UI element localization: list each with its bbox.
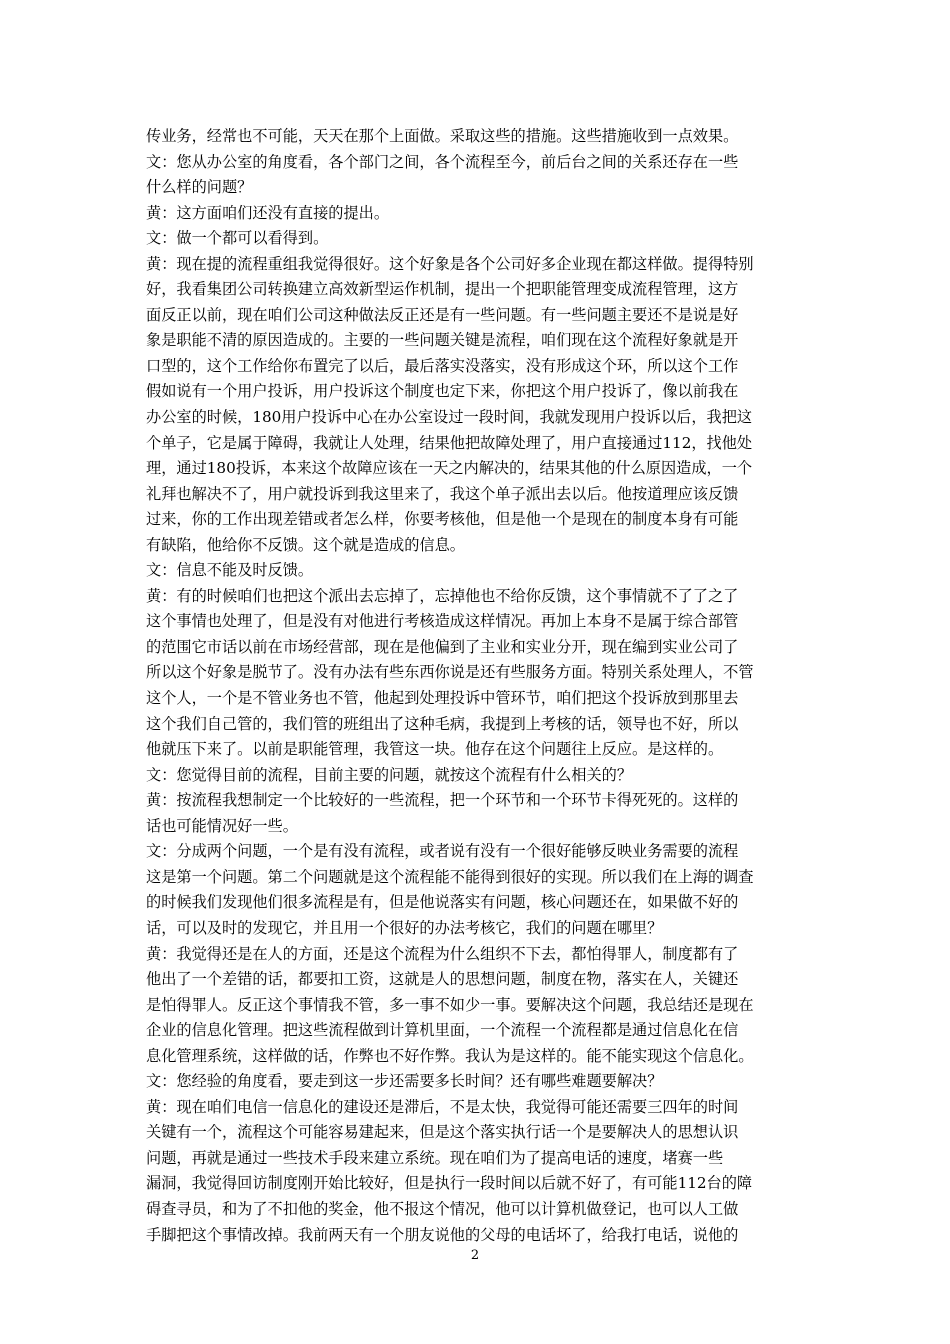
text-line: 礼拜也解决不了，用户就投诉到我这里来了，我这个单子派出去以后。他按道理应该反馈 xyxy=(146,484,739,503)
text-line: 面反正以前，现在咱们公司这种做法反正还是有一些问题。有一些问题主要还不是说是好 xyxy=(146,305,739,324)
text-line: 他出了一个差错的话，都要扣工资，这就是人的思想问题，制度在物，落实在人，关键还 xyxy=(146,970,739,989)
text-line: 这个人，一个是不管业务也不管，他起到处理投诉中管环节，咱们把这个投诉放到那里去 xyxy=(146,689,739,708)
text-line: 文：您经验的角度看，要走到这一步还需要多长时间？还有哪些难题要解决？ xyxy=(146,1072,663,1091)
text-line: 黄：我觉得还是在人的方面，还是这个流程为什么组织不下去，都怕得罪人，制度都有了 xyxy=(146,944,739,963)
text-line: 个单子，它是属于障碍，我就让人处理，结果他把故障处理了，用户直接通过112，找他处 xyxy=(146,433,753,452)
document-body xyxy=(146,124,810,1248)
text-line: 象是职能不清的原因造成的。主要的一些问题关键是流程，咱们现在这个流程好象就是开 xyxy=(146,331,739,350)
text-line: 黄：按流程我想制定一个比较好的一些流程，把一个环节和一个环节卡得死死的。这样的 xyxy=(146,791,739,810)
text-line: 什么样的问题？ xyxy=(146,178,253,197)
text-line: 文：您觉得目前的流程，目前主要的问题，就按这个流程有什么相关的？ xyxy=(146,765,632,784)
text-line: 息化管理系统，这样做的话，作弊也不好作弊。我认为是这样的。能不能实现这个信息化。 xyxy=(146,1046,754,1065)
text-line: 碍查寻员，和为了不扣他的奖金，他不报这个情况，他可以计算机做登记，也可以人工做 xyxy=(146,1199,739,1218)
text-line: 这个我们自己管的，我们管的班组出了这种毛病，我提到上考核的话，领导也不好，所以 xyxy=(146,714,739,733)
text-line: 黄：有的时候咱们也把这个派出去忘掉了，忘掉他也不给你反馈，这个事情就不了了之了 xyxy=(146,586,739,605)
text-line: 问题，再就是通过一些技术手段来建立系统。现在咱们为了提高电话的速度，堵赛一些 xyxy=(146,1148,724,1167)
text-line: 理，通过180投诉，本来这个故障应该在一天之内解决的，结果其他的什么原因造成，一个 xyxy=(146,459,753,478)
text-line: 是怕得罪人。反正这个事情我不管，多一事不如少一事。要解决这个问题，我总结还是现在 xyxy=(146,995,754,1014)
text-line: 传业务，经常也不可能，天天在那个上面做。采取这些的措施。这些措施收到一点效果。 xyxy=(146,127,739,145)
text-line: 的范围它市话以前在市场经营部，现在是他偏到了主业和实业分开，现在编到实业公司了 xyxy=(146,637,739,656)
text-line: 黄：这方面咱们还没有直接的提出。 xyxy=(146,203,389,222)
text-line: 漏洞，我觉得回访制度刚开始比较好，但是执行一段时间以后就不好了，有可能112台的障 xyxy=(146,1174,753,1193)
text-line: 黄：现在提的流程重组我觉得很好。这个好象是各个公司好多企业现在都这样做。提得特别 xyxy=(146,254,754,273)
text-line: 企业的信息化管理。把这些流程做到计算机里面，一个流程一个流程都是通过信息化在信 xyxy=(146,1021,739,1040)
text-line: 关键有一个，流程这个可能容易建起来，但是这个落实执行话一个是要解决人的思想认识 xyxy=(146,1123,739,1142)
text-line: 话，可以及时的发现它，并且用一个很好的办法考核它，我们的问题在哪里？ xyxy=(146,918,663,937)
text-line: 文：做一个都可以看得到。 xyxy=(146,229,329,248)
text-line: 文：分成两个问题，一个是有没有流程，或者说有没有一个很好能够反映业务需要的流程 xyxy=(146,842,739,861)
text-line: 话也可能情况好一些。 xyxy=(146,816,298,835)
text-line: 手脚把这个事情改掉。我前两天有一个朋友说他的父母的电话坏了，给我打电话，说他的 xyxy=(146,1225,739,1244)
text-line: 有缺陷，他给你不反馈。这个就是造成的信息。 xyxy=(146,535,465,554)
text-line: 所以这个好象是脱节了。没有办法有些东西你说是还有些服务方面。特别关系处理人，不管 xyxy=(146,663,754,682)
text-line: 他就压下来了。以前是职能管理，我管这一块。他存在这个问题往上反应。是这样的。 xyxy=(146,740,724,759)
text-line: 假如说有一个用户投诉，用户投诉这个制度也定下来，你把这个用户投诉了，像以前我在 xyxy=(146,382,739,401)
text-line: 文：信息不能及时反馈。 xyxy=(146,561,314,580)
page-number: 2 xyxy=(470,1248,480,1263)
text-line: 这个事情也处理了，但是没有对他进行考核造成这样情况。再加上本身不是属于综合部管 xyxy=(146,612,739,631)
text-line: 这是第一个问题。第二个问题就是这个流程能不能得到很好的实现。所以我们在上海的调查 xyxy=(146,867,754,886)
text-line: 过来，你的工作出现差错或者怎么样，你要考核他，但是他一个是现在的制度本身有可能 xyxy=(146,510,739,529)
text-line: 好，我看集团公司转换建立高效新型运作机制，提出一个把职能管理变成流程管理，这方 xyxy=(146,280,739,299)
text-line: 文：您从办公室的角度看，各个部门之间，各个流程至今，前后台之间的关系还存在一些 xyxy=(146,152,739,171)
text-line: 黄：现在咱们电信一信息化的建设还是滞后，不是太快，我觉得可能还需要三四年的时间 xyxy=(146,1097,739,1116)
text-line: 办公室的时候，180用户投诉中心在办公室设过一段时间，我就发现用户投诉以后，我把这 xyxy=(146,408,753,427)
text-line: 口型的，这个工作给你布置完了以后，最后落实没落实，没有形成这个环，所以这个工作 xyxy=(146,356,739,375)
text-line: 的时候我们发现他们很多流程是有，但是他说落实有问题，核心问题还在，如果做不好的 xyxy=(146,893,739,912)
